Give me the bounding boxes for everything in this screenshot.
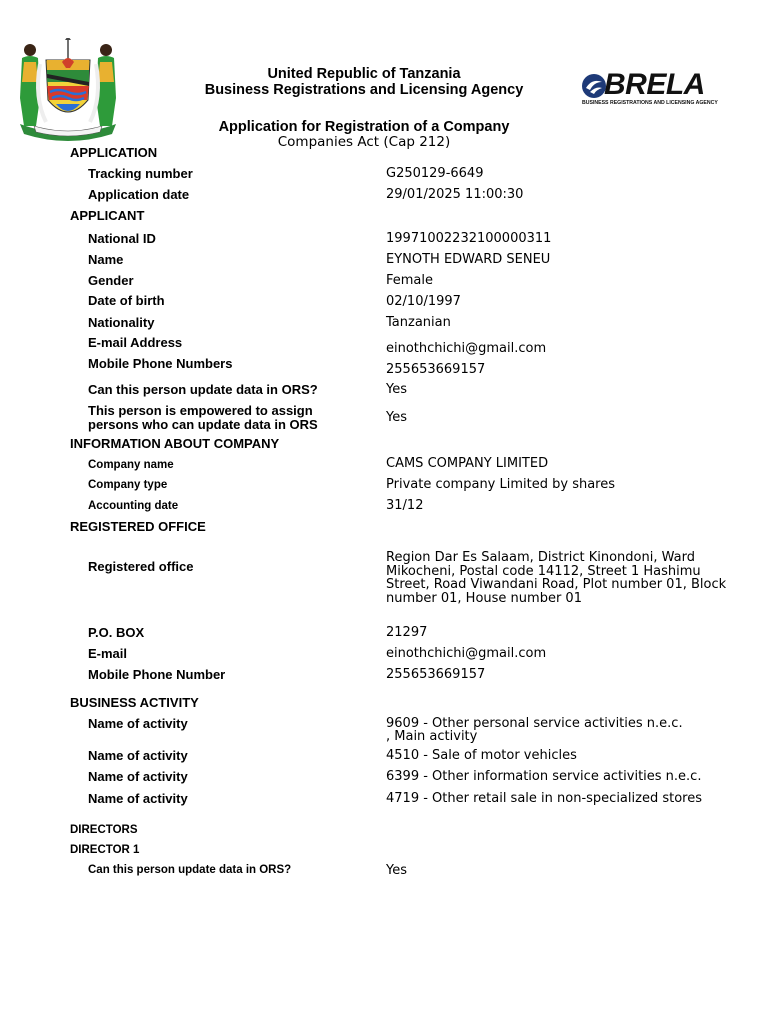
director-1-heading: DIRECTOR 1 — [70, 844, 140, 856]
section-application: APPLICATION — [70, 145, 158, 160]
mobile-phone-numbers-value: 255653669157 — [386, 362, 486, 377]
mobile-phone-numbers-label: Mobile Phone Numbers — [88, 356, 233, 371]
update-ors-label: Can this person update data in ORS? — [88, 382, 318, 397]
company-name-value: CAMS COMPANY LIMITED — [386, 456, 549, 471]
tracking-number-value: G250129-6649 — [386, 166, 484, 181]
office-phone-label: Mobile Phone Number — [88, 667, 226, 682]
section-directors: DIRECTORS — [70, 824, 138, 836]
office-phone-value: 255653669157 — [386, 667, 486, 682]
company-type-value: Private company Limited by shares — [386, 477, 615, 492]
gender-label: Gender — [88, 273, 134, 288]
activity-main-note: , Main activity — [386, 729, 478, 744]
document-act: Companies Act (Cap 212) — [277, 134, 451, 150]
applicant-name-label: Name — [88, 252, 124, 267]
activity-label: Name of activity — [88, 748, 188, 763]
director-update-ors-value: Yes — [386, 863, 407, 878]
empowered-assign-value: Yes — [386, 410, 407, 425]
date-of-birth-value: 02/10/1997 — [386, 294, 461, 309]
country-heading: United Republic of Tanzania — [267, 66, 461, 82]
update-ors-value: Yes — [386, 382, 407, 397]
empowered-assign-label: This person is empowered to assign persons who can update data in ORS — [88, 403, 318, 432]
accounting-date-value: 31/12 — [386, 498, 424, 513]
office-email-value: einothchichi@gmail.com — [386, 646, 547, 661]
document-title: Application for Registration of a Company — [218, 119, 510, 135]
po-box-label: P.O. BOX — [88, 625, 145, 640]
tracking-number-label: Tracking number — [88, 166, 193, 181]
registered-office-value: Region Dar Es Salaam, District Kinondoni, Ward Mikocheni, Postal code 14112, Street 1 Hashimu Street, Road Viwandani Road, Plot number 01, Block number 01, House number 01 — [386, 550, 727, 606]
activity-value: 4510 - Sale of motor vehicles — [386, 748, 577, 763]
activity-label: Name of activity — [88, 716, 188, 731]
application-date-label: Application date — [88, 187, 190, 202]
section-business-activity: BUSINESS ACTIVITY — [70, 695, 199, 710]
office-email-label: E-mail — [88, 646, 128, 661]
section-registered-office: REGISTERED OFFICE — [70, 519, 206, 534]
po-box-value: 21297 — [386, 625, 428, 640]
section-applicant: APPLICANT — [70, 208, 145, 223]
nationality-label: Nationality — [88, 315, 155, 330]
activity-label: Name of activity — [88, 791, 188, 806]
gender-value: Female — [386, 273, 434, 288]
company-type-label: Company type — [88, 479, 168, 491]
company-name-label: Company name — [88, 459, 174, 471]
activity-label: Name of activity — [88, 769, 188, 784]
national-id-value: 19971002232100000311 — [386, 231, 552, 246]
brela-logo-subtitle: BUSINESS REGISTRATIONS AND LICENSING AGENCY — [582, 100, 718, 106]
nationality-value: Tanzanian — [386, 315, 451, 330]
application-date-value: 29/01/2025 11:00:30 — [386, 187, 524, 202]
section-company-info: INFORMATION ABOUT COMPANY — [70, 436, 280, 451]
coat-of-arms-logo — [12, 38, 124, 142]
activity-value: 6399 - Other information service activities n.e.c. — [386, 769, 702, 784]
brela-logo-text: BRELA — [604, 68, 705, 101]
accounting-date-label: Accounting date — [88, 500, 179, 512]
date-of-birth-label: Date of birth — [88, 293, 165, 308]
registered-office-label: Registered office — [88, 559, 194, 574]
activity-value: 4719 - Other retail sale in non-specialized stores — [386, 791, 702, 806]
applicant-name-value: EYNOTH EDWARD SENEU — [386, 252, 551, 267]
email-address-label: E-mail Address — [88, 335, 183, 350]
brela-logo — [580, 70, 720, 110]
activity-value: 9609 - Other personal service activities n.e.c. — [386, 716, 683, 731]
national-id-label: National ID — [88, 231, 156, 246]
email-address-value: einothchichi@gmail.com — [386, 341, 547, 356]
director-update-ors-label: Can this person update data in ORS? — [88, 864, 292, 876]
agency-heading: Business Registrations and Licensing Agency — [204, 82, 524, 98]
